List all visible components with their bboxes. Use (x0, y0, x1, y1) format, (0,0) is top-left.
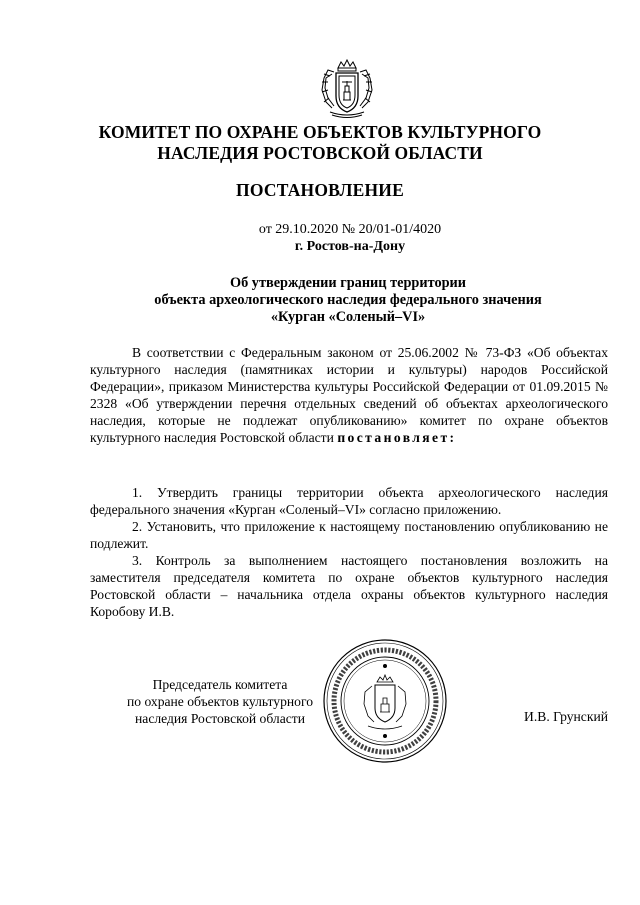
subject-line-3: «Курган «Соленый–VI» (270, 308, 426, 325)
city: г. Ростов-на-Дону (294, 239, 406, 254)
signatory-name: И.В. Грунский (524, 709, 608, 724)
list-item: 2. Установить, что приложение к настоящему постановлению опубликованию не подлежит. (90, 519, 608, 551)
list-item: 1. Утвердить границы территории объекта археологического наследия федерального значения «Курган «Соленый–VI» согласно приложению. (90, 485, 608, 517)
org-line-2: НАСЛЕДИЯ РОСТОВСКОЙ ОБЛАСТИ (157, 143, 483, 163)
signatory-title-line-3: наследия Ростовской области (135, 711, 305, 726)
signatory-title-line-2: по охране объектов культурного (126, 694, 314, 709)
organization-name (0, 122, 640, 164)
org-line-1: КОМИТЕТ ПО ОХРАНЕ ОБЪЕКТОВ КУЛЬТУРНОГО (98, 122, 542, 142)
subject-line-2: объекта археологического наследия федерального значения (154, 291, 542, 308)
preamble-text: В соответствии с Федеральным законом от 25.06.2002 № 73-ФЗ «Об объектах культурного наследия (памятниках истории и культуры) народов Российской Федерации», приказом Министерства культуры Российской Федерации от 01.09.2015 № 2328 «Об утверждении перечня отдельных сведений об объектах археологического наследия, которые не подлежат опубликованию» комитет по охране объектов культурного наследия Ростовской области (90, 345, 608, 445)
signatory-title (120, 676, 320, 727)
list-item: 3. Контроль за выполнением настоящего постановления возложить на заместителя председателя комитета по охране объектов культурного наследия Ростовской области – начальника отдела охраны объектов культурного наследия Коробову И.В. (90, 553, 608, 619)
decision-items (90, 484, 608, 620)
preamble-paragraph (90, 344, 608, 446)
date-number: от 29.10.2020 № 20/01-01/4020 (258, 222, 442, 237)
document-subject (0, 275, 640, 325)
official-seal-icon (320, 636, 450, 766)
signatory-title-line-1: Председатель комитета (152, 677, 288, 692)
decree-word: постановляет: (337, 430, 457, 445)
document-type: ПОСТАНОВЛЕНИЕ (236, 180, 404, 200)
coat-of-arms-icon (314, 56, 380, 122)
subject-line-1: Об утверждении границ территории (229, 275, 467, 291)
